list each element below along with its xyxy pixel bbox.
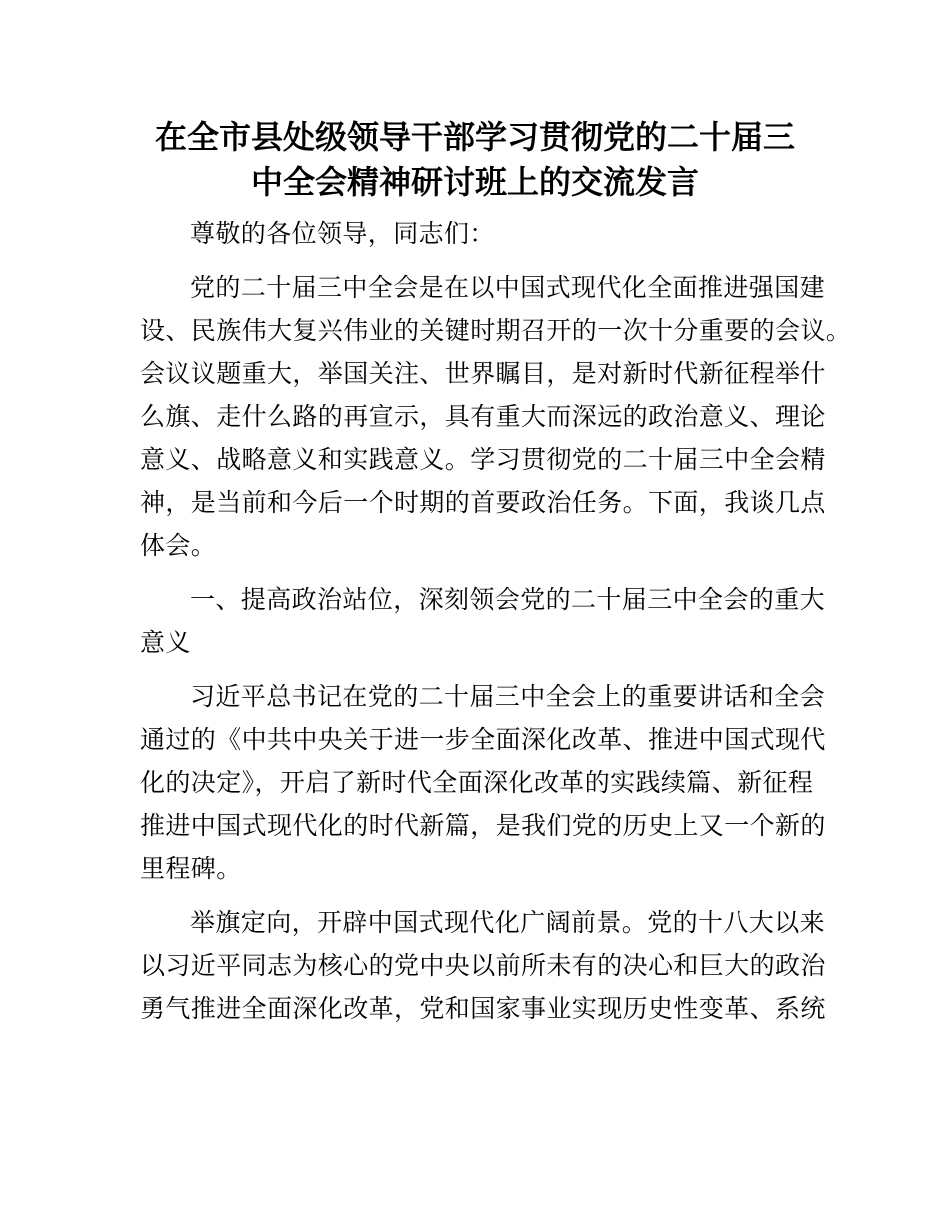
paragraph-1-line: 党的二十届三中全会是在以中国式现代化全面推进强国建 bbox=[190, 273, 826, 302]
paragraph-1-line: 设、民族伟大复兴伟业的关键时期召开的一次十分重要的会议。 bbox=[140, 316, 852, 345]
paragraph-2-line: 里程碑。 bbox=[140, 854, 242, 883]
paragraph-2-line: 推进中国式现代化的时代新篇，是我们党的历史上又一个新的 bbox=[140, 811, 826, 840]
document-title-line-2: 中全会精神研讨班上的交流发言 bbox=[250, 163, 699, 201]
greeting: 尊敬的各位领导，同志们： bbox=[190, 219, 495, 248]
section-heading-1-line: 一、提高政治站位，深刻领会党的二十届三中全会的重大 bbox=[190, 585, 826, 614]
paragraph-1-line: 会议议题重大，举国关注、世界瞩目，是对新时代新征程举什 bbox=[140, 359, 826, 388]
document-title-line-1: 在全市县处级领导干部学习贯彻党的二十届三 bbox=[154, 118, 795, 156]
paragraph-2-line: 化的决定》，开启了新时代全面深化改革的实践续篇、新征程 bbox=[140, 768, 814, 797]
paragraph-3-line: 举旗定向，开辟中国式现代化广阔前景。党的十八大以来 bbox=[190, 908, 826, 937]
paragraph-2-line: 通过的《中共中央关于进一步全面深化改革、推进中国式现代 bbox=[140, 725, 826, 754]
section-heading-1-line: 意义 bbox=[140, 628, 191, 657]
paragraph-1-line: 神，是当前和今后一个时期的首要政治任务。下面，我谈几点 bbox=[140, 488, 826, 517]
paragraph-1-line: 意义、战略意义和实践意义。学习贯彻党的二十届三中全会精 bbox=[140, 445, 826, 474]
paragraph-2-line: 习近平总书记在党的二十届三中全会上的重要讲话和全会 bbox=[190, 682, 826, 711]
paragraph-1-line: 么旗、走什么路的再宣示，具有重大而深远的政治意义、理论 bbox=[140, 402, 826, 431]
paragraph-3-line: 以习近平同志为核心的党中央以前所未有的决心和巨大的政治 bbox=[140, 951, 826, 980]
paragraph-3-line: 勇气推进全面深化改革，党和国家事业实现历史性变革、系统 bbox=[140, 994, 826, 1023]
paragraph-1-line: 体会。 bbox=[140, 531, 217, 560]
